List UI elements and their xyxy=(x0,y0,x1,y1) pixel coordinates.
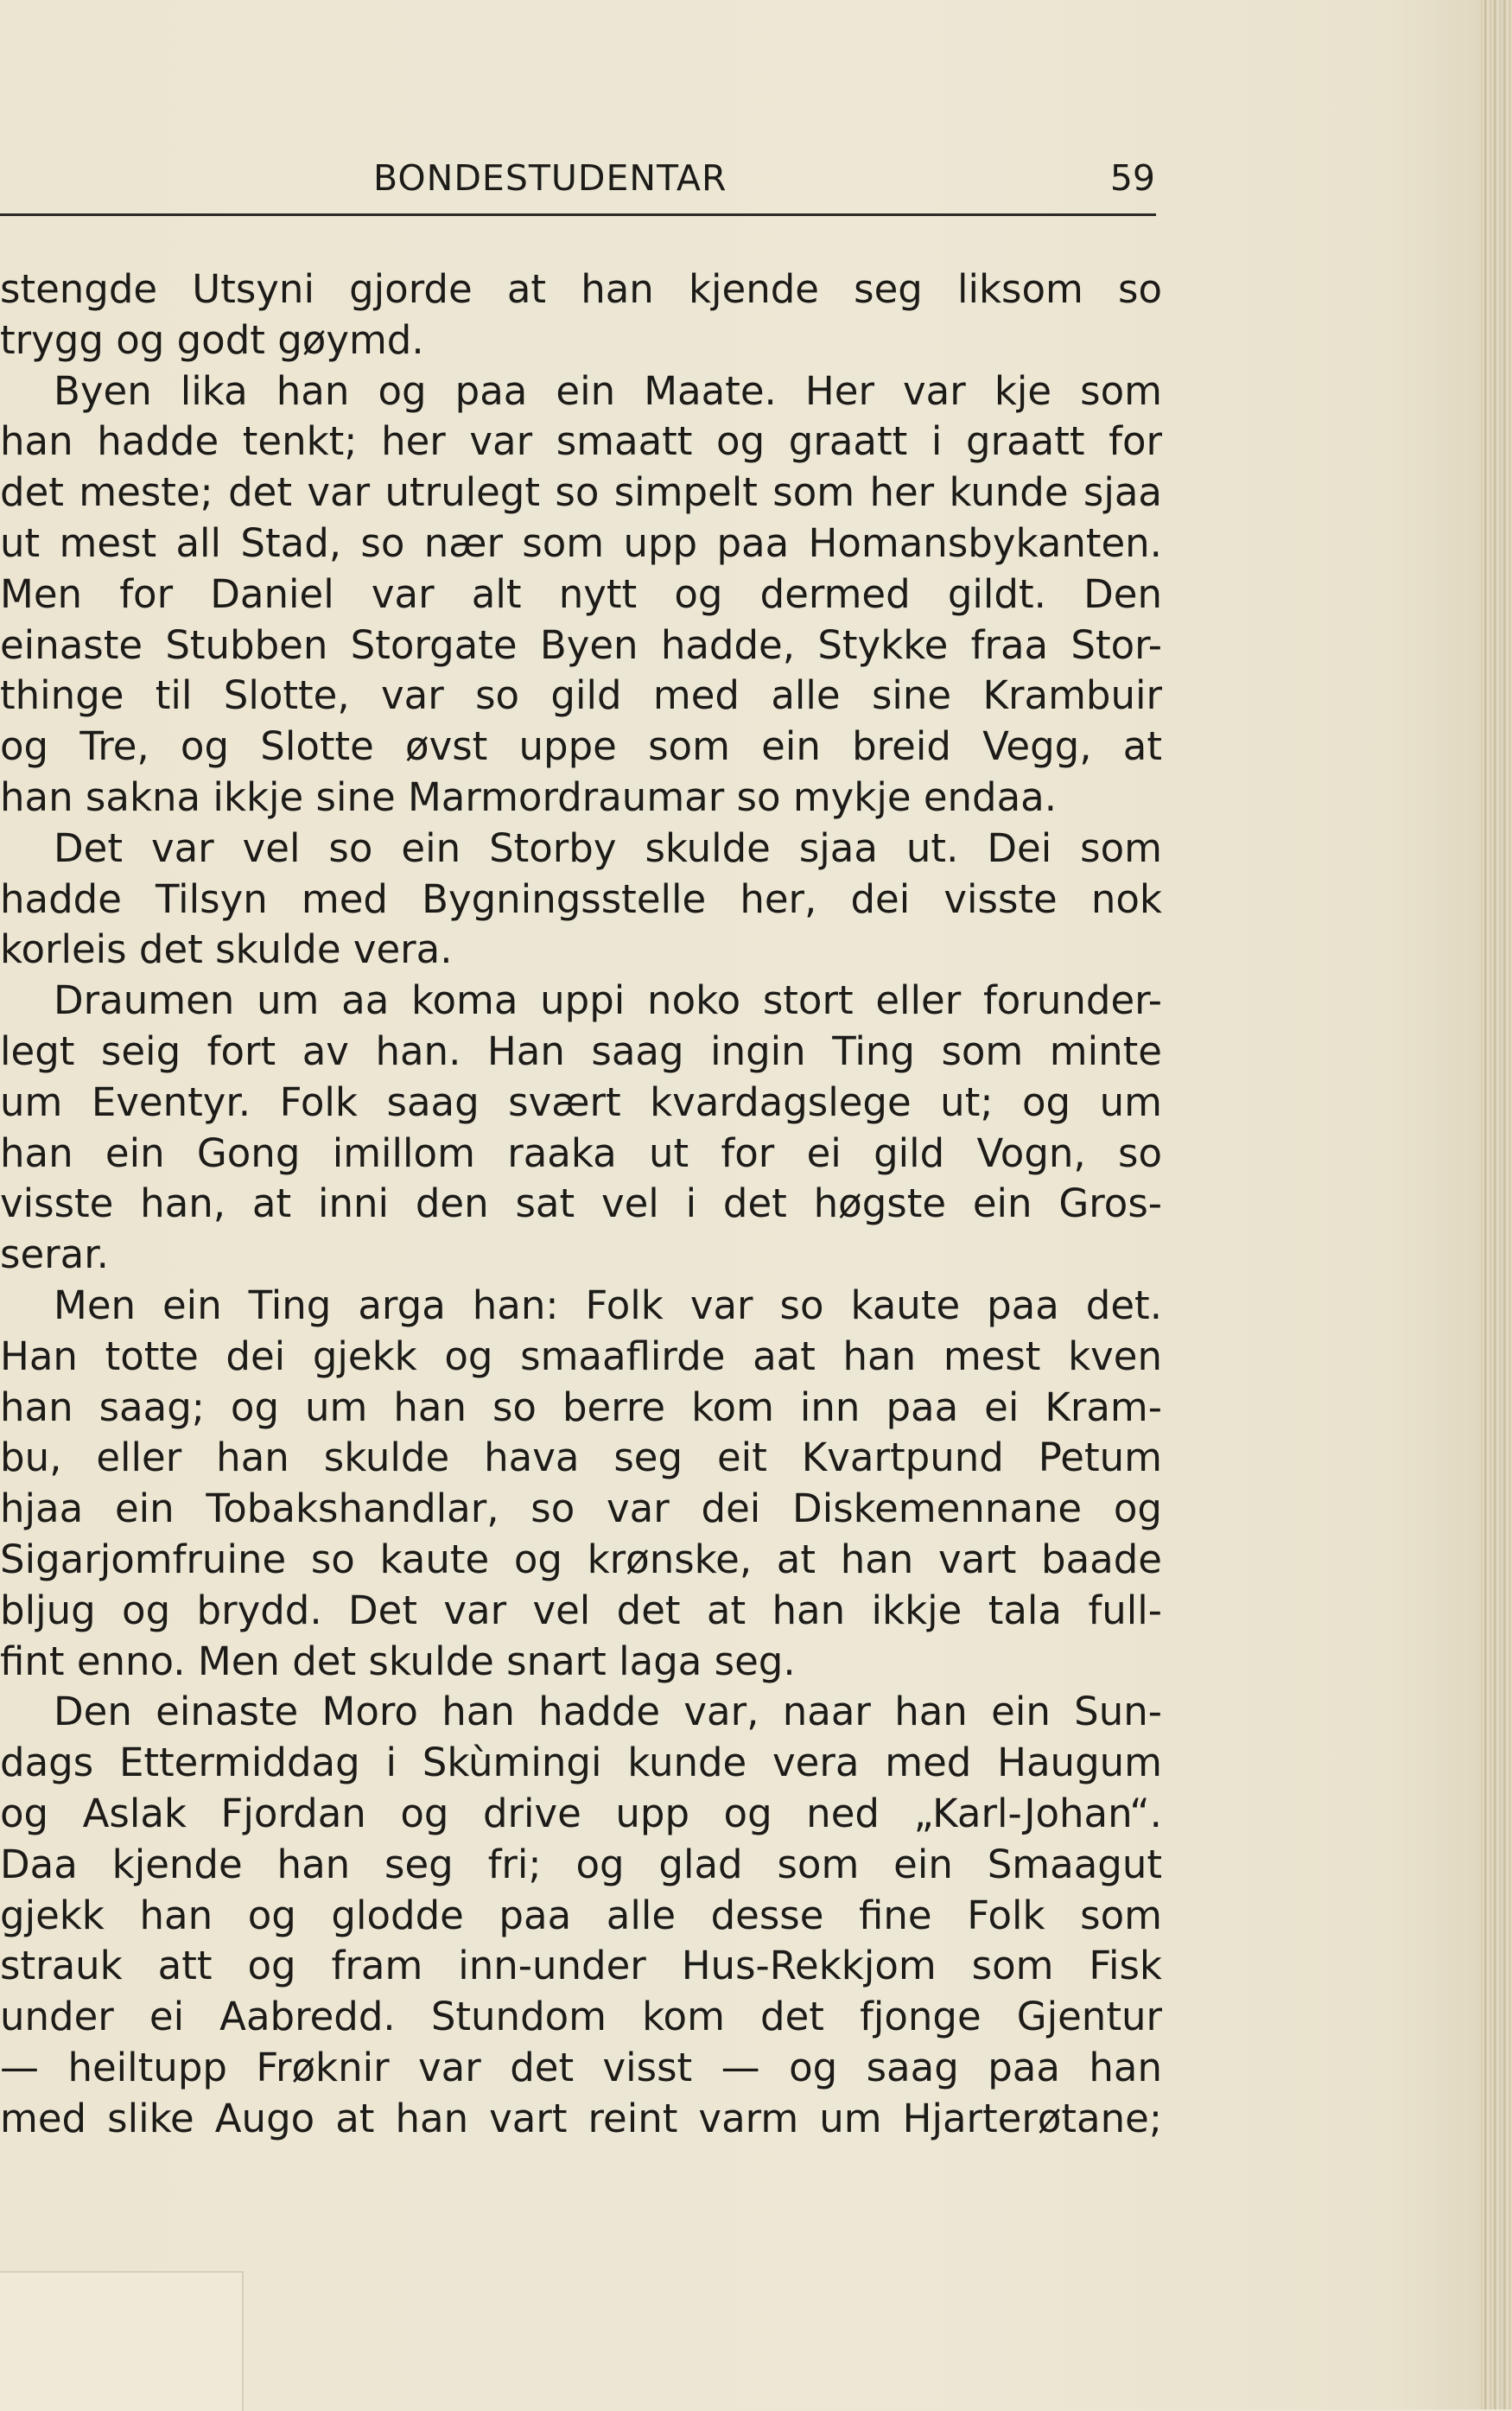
text-line: thinge til Slotte, var so gild med alle sine Krambuir xyxy=(0,672,1162,719)
text-line: han saag; og um han so berre kom inn paa ei Kram- xyxy=(0,1384,1162,1430)
text-line: serar. xyxy=(0,1231,109,1278)
body-text xyxy=(0,264,1162,2144)
page-number: 59 xyxy=(1109,157,1155,199)
text-line: Sigarjomfruine so kaute og krønske, at han vart baade xyxy=(0,1536,1162,1582)
text-line: Men ein Ting arga han: Folk var so kaute paa det. xyxy=(54,1282,1162,1328)
text-line: og Aslak Fjordan og drive upp og ned „Karl-Johan“. xyxy=(0,1790,1162,1836)
text-line: bljug og brydd. Det var vel det at han ikkje tala full- xyxy=(0,1587,1162,1633)
text-line: legt seig fort av han. Han saag ingin Ting som minte xyxy=(0,1027,1162,1074)
text-line: Den einaste Moro han hadde var, naar han ein Sun- xyxy=(54,1689,1162,1735)
text-line: og Tre, og Slotte øvst uppe som ein breid Vegg, at xyxy=(0,723,1162,770)
text-line: bu, eller han skulde hava seg eit Kvartpund Petum xyxy=(0,1435,1162,1481)
text-line: Daa kjende han seg fri; og glad som ein Smaagut xyxy=(0,1841,1162,1887)
text-line: hjaa ein Tobakshandlar, so var dei Diskemennane og xyxy=(0,1485,1162,1532)
text-line: strauk att og fram inn-under Hus-Rekkjom som Fisk xyxy=(0,1943,1162,1989)
page-edge-binding xyxy=(1481,0,1512,2409)
paper-corner xyxy=(0,2271,244,2411)
text-line: dags Ettermiddag i Skùmingi kunde vera med Haugum xyxy=(0,1740,1162,1786)
text-line: um Eventyr. Folk saag svært kvardagslege ut; og um xyxy=(0,1078,1162,1125)
header-rule xyxy=(0,213,1156,216)
text-line: hadde Tilsyn med Bygningsstelle her, dei visste nok xyxy=(0,875,1162,922)
text-line: med slike Augo at han vart reint varm um Hjarterøtane; xyxy=(0,2095,1162,2141)
text-line: det meste; det var utrulegt so simpelt som her kunde sjaa xyxy=(0,469,1162,516)
page-header xyxy=(0,152,1158,204)
text-line: stengde Utsyni gjorde at han kjende seg liksom so xyxy=(0,266,1162,312)
text-line: — heiltupp Frøknir var det visst — og saag paa han xyxy=(0,2044,1162,2090)
text-line: Det var vel so ein Storby skulde sjaa ut. Dei som xyxy=(54,824,1162,871)
text-line: gjekk han og glodde paa alle desse fine Folk som xyxy=(0,1892,1162,1938)
running-title: BONDESTUDENTAR xyxy=(373,157,727,199)
text-line: Draumen um aa koma uppi noko stort eller forunder- xyxy=(54,977,1162,1024)
text-line: einaste Stubben Storgate Byen hadde, Stykke fraa Stor- xyxy=(0,621,1162,668)
text-line: trygg og godt gøymd. xyxy=(0,316,424,363)
text-line: ut mest all Stad, so nær som upp paa Homansbykanten. xyxy=(0,519,1162,566)
text-line: Han totte dei gjekk og smaaflirde aat han mest kven xyxy=(0,1333,1162,1379)
text-line: han sakna ikkje sine Marmordraumar so mykje endaa. xyxy=(0,773,1058,820)
text-line: han hadde tenkt; her var smaatt og graatt i graatt for xyxy=(0,418,1162,465)
text-line: Byen lika han og paa ein Maate. Her var kje som xyxy=(54,367,1162,414)
text-line: under ei Aabredd. Stundom kom det fjonge Gjentur xyxy=(0,1994,1162,2040)
text-line: Men for Daniel var alt nytt og dermed gildt. Den xyxy=(0,570,1162,617)
text-line: korleis det skulde vera. xyxy=(0,926,453,973)
text-line: fint enno. Men det skulde snart laga seg. xyxy=(0,1638,796,1684)
text-line: han ein Gong imillom raaka ut for ei gild Vogn, so xyxy=(0,1129,1162,1176)
text-line: visste han, at inni den sat vel i det høgste ein Gros- xyxy=(0,1180,1162,1227)
